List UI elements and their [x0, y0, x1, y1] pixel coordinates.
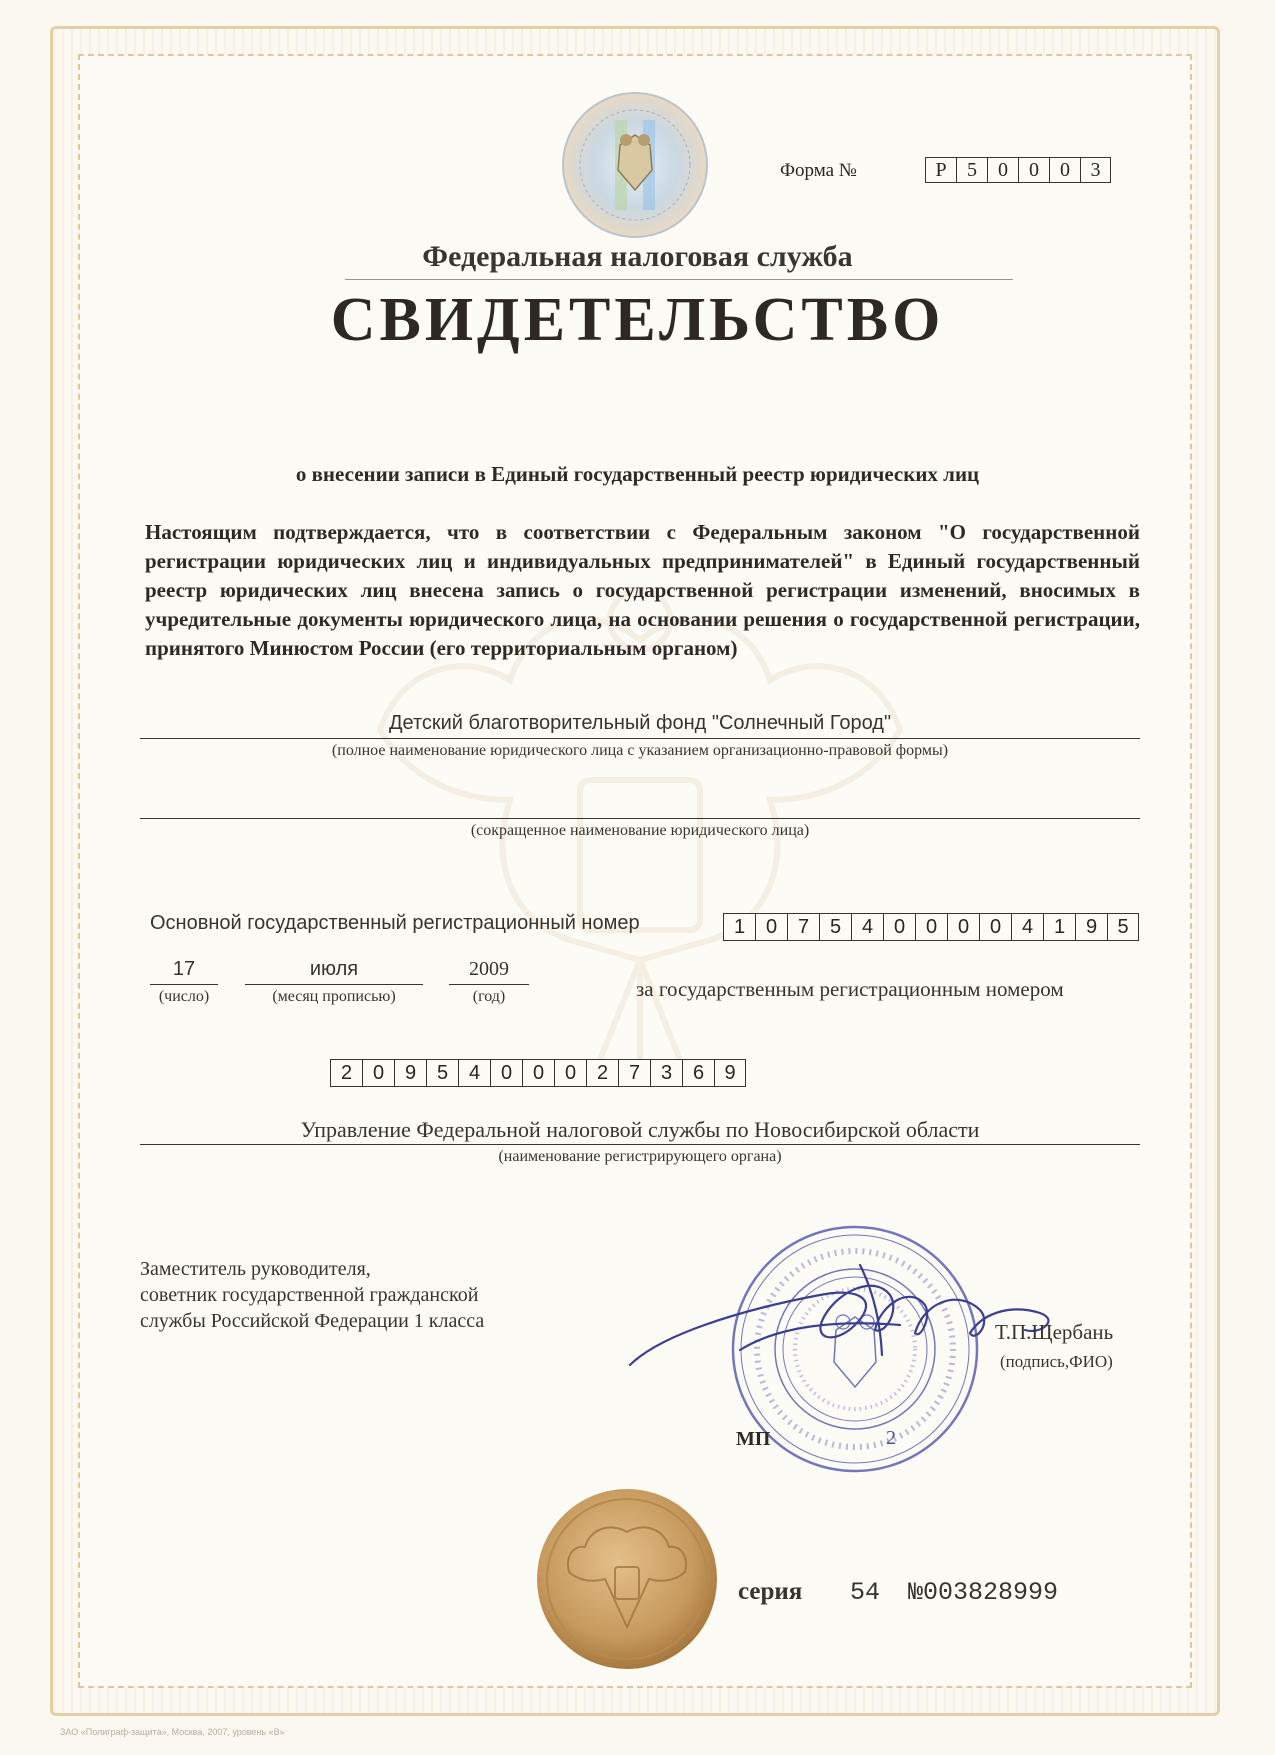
short-name-caption: (сокращенное наименование юридического лица): [470, 822, 810, 839]
ogrn-label: Основной государственный регистрационный номер: [150, 912, 640, 934]
signer-name: Т.П.Щербань: [995, 1320, 1114, 1344]
digit-cell: 1: [723, 913, 755, 941]
position-line: советник государственной гражданской: [140, 1284, 479, 1306]
seal-place-label: МП: [736, 1428, 771, 1450]
digit-cell: 4: [851, 913, 883, 941]
digit-cell: 0: [883, 913, 915, 941]
entity-full-name: Детский благотворительный фонд "Солнечный Город": [388, 712, 892, 734]
date-year-caption: (год): [472, 988, 506, 1005]
form-code-cells: [925, 157, 1111, 183]
digit-cell: 3: [1080, 157, 1111, 183]
position-line: службы Российской Федерации 1 класса: [140, 1310, 485, 1332]
date-year-line: [449, 984, 529, 985]
digit-cell: 0: [915, 913, 947, 941]
digit-cell: 0: [490, 1059, 522, 1087]
date-month-line: [245, 984, 423, 985]
digit-cell: 0: [1049, 157, 1080, 183]
digit-cell: 0: [987, 157, 1018, 183]
digit-cell: 0: [947, 913, 979, 941]
agency-underline: [345, 279, 1013, 280]
authority-name: Управление Федеральной налоговой службы по Новосибирской области: [300, 1117, 980, 1142]
digit-cell: Р: [925, 157, 956, 183]
series-label: серия: [738, 1578, 803, 1605]
digit-cell: 0: [362, 1059, 394, 1087]
digit-cell: 0: [522, 1059, 554, 1087]
digit-cell: 5: [1107, 913, 1139, 941]
digit-cell: 2: [330, 1059, 362, 1087]
digit-cell: 9: [1075, 913, 1107, 941]
date-day: 17: [172, 958, 196, 980]
position-line: Заместитель руководителя,: [140, 1258, 371, 1280]
form-label: Форма №: [780, 160, 857, 181]
hologram-emblem-icon: [560, 90, 710, 240]
digit-cell: 2: [586, 1059, 618, 1087]
signatory-position: [140, 1256, 484, 1334]
authority-caption: (наименование регистрирующего органа): [498, 1148, 782, 1165]
digit-cell: 5: [426, 1059, 458, 1087]
full-name-caption: (полное наименование юридического лица с указанием организационно-правовой формы): [331, 742, 949, 759]
digit-cell: 0: [979, 913, 1011, 941]
digit-cell: 6: [682, 1059, 714, 1087]
digit-cell: 3: [650, 1059, 682, 1087]
short-name-line: [140, 818, 1140, 819]
digit-cell: 0: [755, 913, 787, 941]
digit-cell: 4: [1011, 913, 1043, 941]
date-day-line: [150, 984, 218, 985]
digit-cell: 7: [618, 1059, 650, 1087]
digit-cell: 9: [394, 1059, 426, 1087]
digit-cell: 0: [554, 1059, 586, 1087]
date-day-caption: (число): [158, 988, 210, 1005]
body-paragraph: Настоящим подтверждается, что в соответствии с Федеральным законом "О государственной регистрации юридических лиц и индивидуальных предпринимателей" в Единый государственный реестр юридических лиц внесена запись о государственной регистрации изменений, вносимых в учредительные документы юридического лица, на основании решения о государственной регистрации, принятого Минюстом России (его территориальным органом): [145, 520, 1140, 660]
digit-cell: 5: [819, 913, 851, 941]
agency-title: Федеральная налоговая служба: [422, 240, 853, 273]
series-region: 54: [850, 1578, 881, 1607]
full-name-line: [140, 738, 1140, 739]
signer-caption: (подпись,ФИО): [1000, 1352, 1113, 1371]
date-month: июля: [309, 958, 359, 980]
date-month-caption: (месяц прописью): [272, 988, 396, 1005]
authority-line: [140, 1144, 1140, 1145]
registration-label: за государственным регистрационным номером: [636, 977, 1064, 1001]
digit-cell: 9: [714, 1059, 746, 1087]
digit-cell: 7: [787, 913, 819, 941]
stamp-digit: 2: [886, 1427, 896, 1449]
digit-cell: 1: [1043, 913, 1075, 941]
printer-imprint: ЗАО «Полиграф-защита», Москва, 2007, уровень «В»: [60, 1727, 285, 1737]
document-title: СВИДЕТЕЛЬСТВО: [330, 286, 945, 354]
gold-seal-icon: [535, 1487, 720, 1672]
date-year: 2009: [469, 958, 509, 980]
digit-cell: 5: [956, 157, 987, 183]
digit-cell: 4: [458, 1059, 490, 1087]
series-number: №003828999: [908, 1578, 1059, 1607]
digit-cell: 0: [1018, 157, 1049, 183]
document-subtitle: о внесении записи в Единый государственный реестр юридических лиц: [295, 462, 980, 486]
registration-number-cells: [330, 1059, 746, 1087]
ogrn-cells: [723, 913, 1139, 941]
